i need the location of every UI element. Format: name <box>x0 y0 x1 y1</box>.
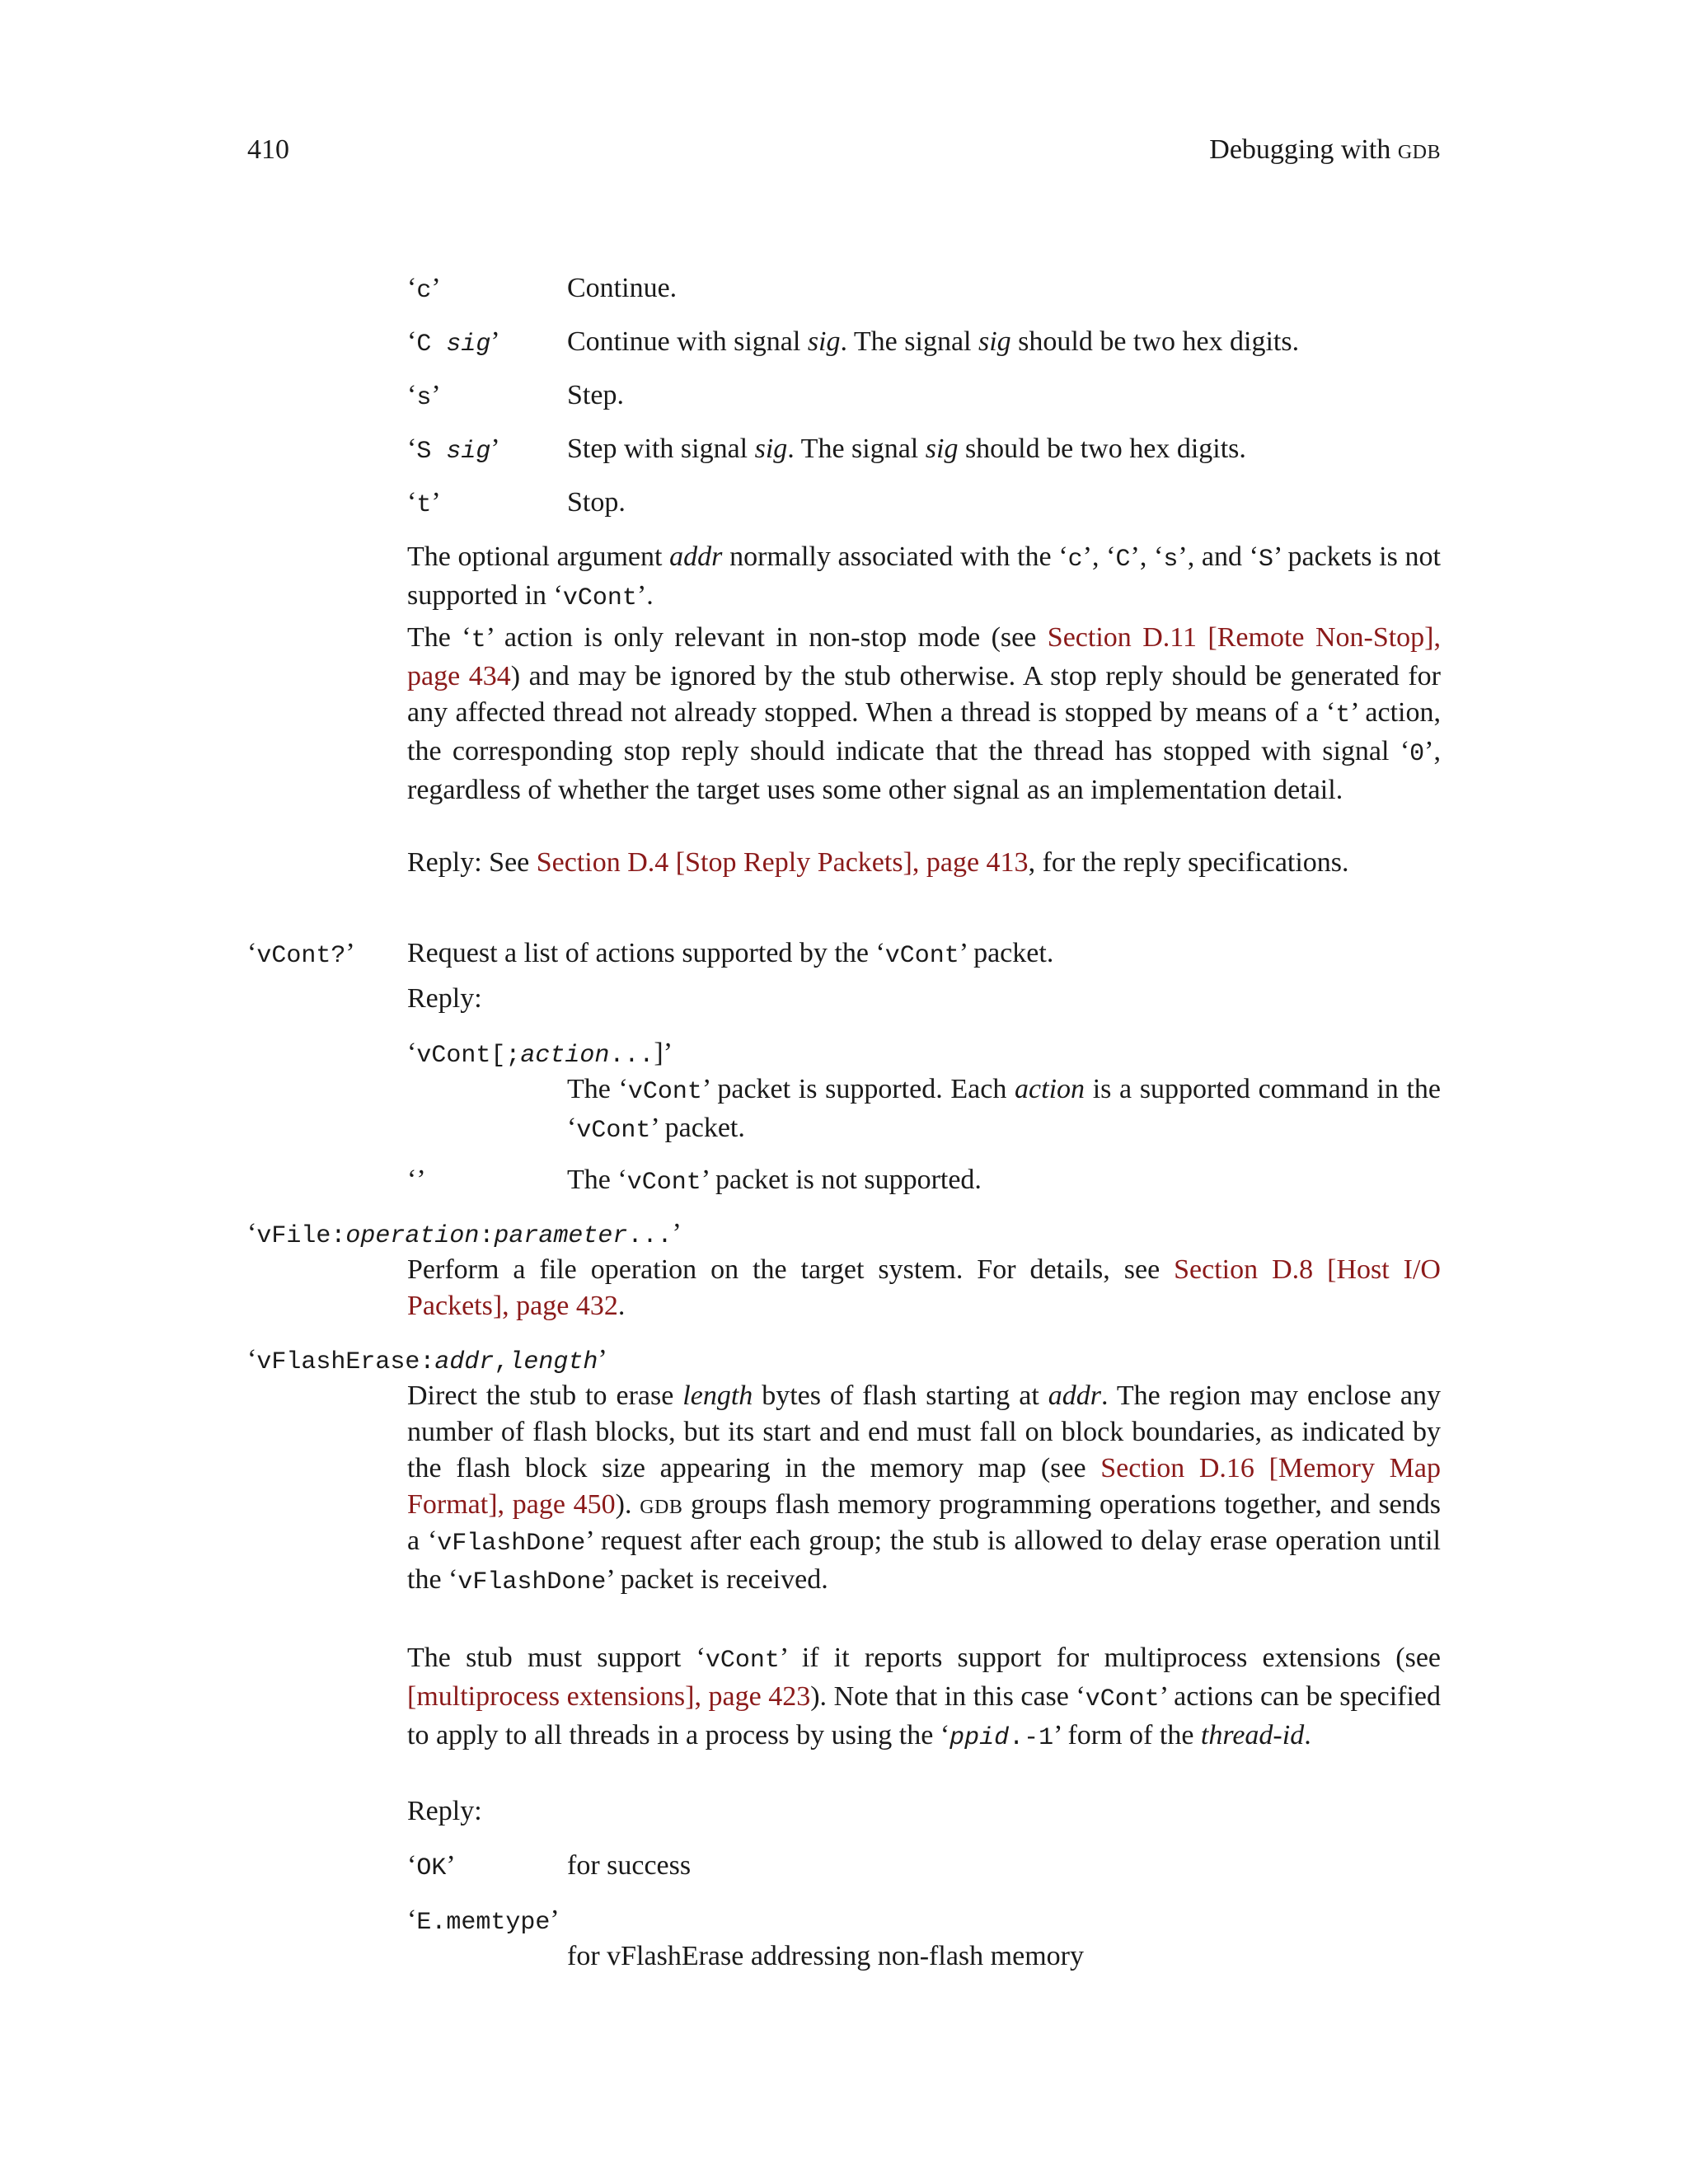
reply-code: ‘OK’ <box>407 1850 456 1882</box>
action-code: ‘s’ <box>407 380 441 412</box>
reply-code: ‘E.memtype’ <box>407 1905 560 1937</box>
vflasherase-reply-label: Reply: <box>407 1796 482 1826</box>
action-desc: Step. <box>567 380 624 410</box>
reply-desc: The ‘vCont’ packet is not supported. <box>567 1165 982 1197</box>
vcont-query-reply-label: Reply: <box>407 983 482 1014</box>
vfile-desc: Perform a file operation on the target system. For details, see Section D.8 [Host I/O Packets], page 432. <box>407 1254 1441 1321</box>
action-desc: Continue with signal sig. The signal sig should be two hex digits. <box>567 326 1300 357</box>
vflasherase-desc: Direct the stub to erase length bytes of flash starting at addr. The region may enclose any number of flash blocks, but its start and end must fall on block boundaries, as indicated by the flash block size appearing in the memory map (see Section D.16 [Memory Map Format], page 450). gdb groups flash memory programming operations together, and sends a ‘vFlashDone’ request after each group; the stub is allowed to delay erase operation until the ‘vFlashDone’ packet is received. <box>407 1380 1442 1596</box>
reply-desc: The ‘vCont’ packet is supported. Each action is a supported command in the ‘vCont’ packet. <box>567 1074 1442 1145</box>
action-code: ‘S sig’ <box>407 434 500 466</box>
action-desc: Continue. <box>567 273 678 303</box>
reply-code: ‘’ <box>407 1165 426 1195</box>
paragraph-addr-note: The optional argument addr normally associated with the ‘c’, ‘C’, ‘s’, and ‘S’ packets is not supported in ‘vCont’. <box>407 541 1441 612</box>
running-title-text: Debugging with <box>1209 134 1398 165</box>
action-desc: Stop. <box>567 487 626 518</box>
running-title <box>1209 132 1441 168</box>
vcont-query-desc: Request a list of actions supported by the ‘vCont’ packet. <box>407 938 1054 970</box>
page-number: 410 <box>247 134 289 165</box>
entry-label-vflasherase: ‘vFlashErase:addr,length’ <box>247 1344 607 1376</box>
entry-label-vfile: ‘vFile:operation:parameter...’ <box>247 1218 682 1250</box>
paragraph-reply: Reply: See Section D.4 [Stop Reply Packets], page 413, for the reply specifications. <box>407 847 1349 878</box>
reply-desc: for success <box>567 1850 692 1881</box>
action-code: ‘c’ <box>407 273 441 305</box>
action-code: ‘t’ <box>407 487 441 519</box>
vflasherase-multiprocess-note: The stub must support ‘vCont’ if it reports support for multiprocess extensions (see [multiprocess extensions], page 423). Note that in this case ‘vCont’ actions can be specified to apply to all threads in a process by using the ‘ppid.-1’ form of the thread-id. <box>407 1643 1442 1752</box>
action-code: ‘C sig’ <box>407 326 500 359</box>
reply-desc: for vFlashErase addressing non-flash memory <box>567 1941 1084 1971</box>
paragraph-t-action: The ‘t’ action is only relevant in non-stop mode (see Section D.11 [Remote Non-Stop], page 434) and may be ignored by the stub otherwise. A stop reply should be generated for any affected thread not already stopped. When a thread is stopped by means of a ‘t’ action, the corresponding stop reply should indicate that the thread has stopped with signal ‘0’, regardless of whether the target uses some other signal as an implementation detail. <box>407 622 1442 805</box>
page-header <box>247 132 1441 170</box>
entry-label-vcont-query: ‘vCont?’ <box>247 938 355 970</box>
reply-code: ‘vCont[;action...]’ <box>407 1038 673 1070</box>
running-title-gdb: gdb <box>1397 134 1441 165</box>
action-desc: Step with signal sig. The signal sig should be two hex digits. <box>567 434 1246 464</box>
